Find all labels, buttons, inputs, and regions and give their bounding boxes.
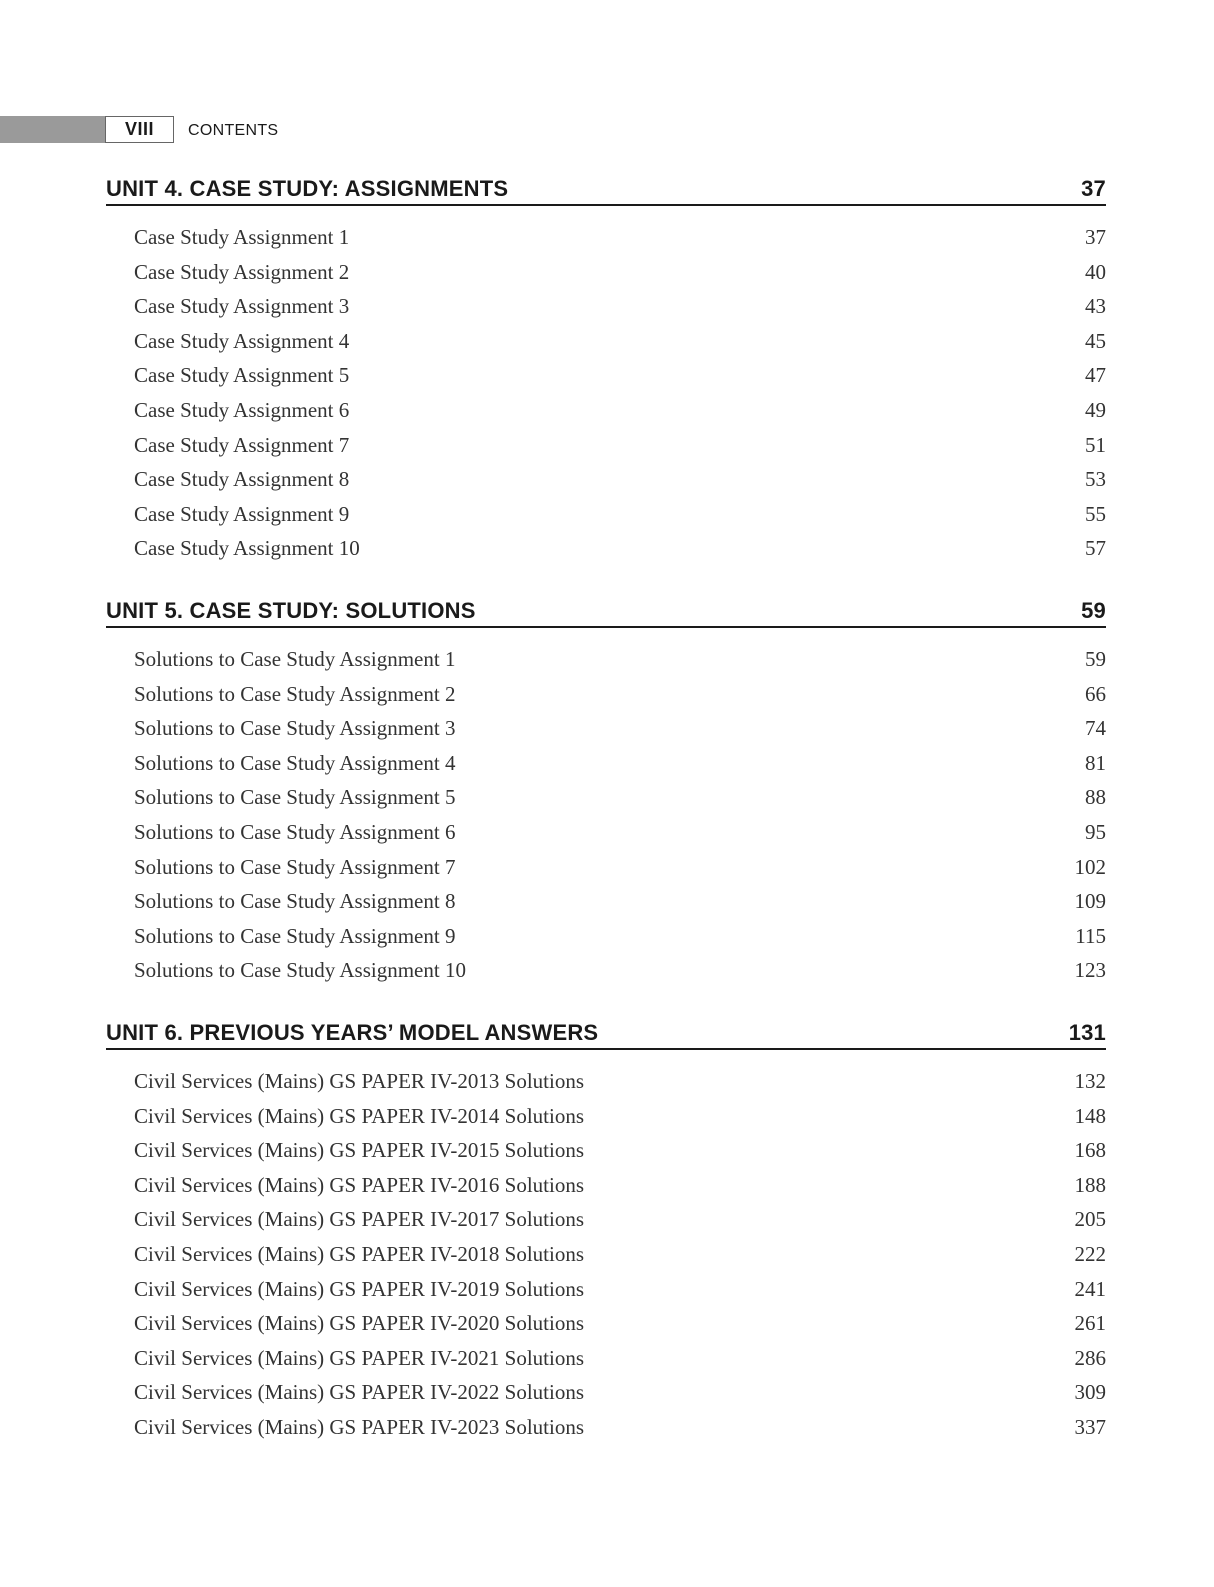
entry-list	[106, 642, 1106, 988]
unit-page: 37	[1081, 176, 1106, 201]
entry-page: 115	[1075, 923, 1106, 948]
entry-page: 168	[1074, 1138, 1106, 1163]
entry-label: Solutions to Case Study Assignment 6	[134, 819, 456, 844]
entry-page: 88	[1085, 785, 1106, 810]
entry-page: 45	[1085, 328, 1106, 353]
entry-list	[106, 1064, 1106, 1445]
unit-title: UNIT 6. PREVIOUS YEARS’ MODEL ANSWERS	[106, 1020, 599, 1045]
toc-entry	[106, 677, 1106, 712]
entry-page: 53	[1085, 467, 1106, 492]
toc-entry	[106, 428, 1106, 463]
entry-label: Case Study Assignment 2	[134, 259, 350, 284]
entry-label: Case Study Assignment 1	[134, 225, 350, 249]
entry-page: 241	[1074, 1276, 1106, 1301]
entry-label: Civil Services (Mains) GS PAPER IV-2013 Solutions	[134, 1069, 584, 1093]
entry-label: Civil Services (Mains) GS PAPER IV-2021 Solutions	[134, 1345, 584, 1370]
entry-label: Civil Services (Mains) GS PAPER IV-2017 Solutions	[134, 1207, 584, 1232]
header-bar	[0, 116, 105, 143]
entry-page: 205	[1074, 1207, 1106, 1232]
entry-page: 337	[1074, 1414, 1106, 1439]
entry-page: 109	[1074, 889, 1106, 914]
entry-label: Solutions to Case Study Assignment 4	[134, 750, 456, 775]
toc-entry	[106, 462, 1106, 497]
toc-entry	[106, 815, 1106, 850]
toc-entry	[106, 1410, 1106, 1445]
entry-label: Civil Services (Mains) GS PAPER IV-2015 Solutions	[134, 1138, 584, 1163]
entry-page: 309	[1074, 1380, 1106, 1405]
toc-entry	[106, 746, 1106, 781]
entry-label: Solutions to Case Study Assignment 2	[134, 681, 456, 706]
unit-page: 59	[1081, 598, 1106, 623]
entry-page: 47	[1085, 363, 1106, 388]
entry-page: 74	[1085, 716, 1106, 741]
page-number: VIII	[105, 116, 174, 143]
entry-label: Case Study Assignment 8	[134, 467, 350, 492]
toc-entry	[106, 1133, 1106, 1168]
toc-entry	[106, 1375, 1106, 1410]
toc-entry	[106, 324, 1106, 359]
entry-label: Case Study Assignment 6	[134, 397, 350, 422]
toc-entry	[106, 1306, 1106, 1341]
entry-page: 222	[1074, 1241, 1106, 1266]
entry-label: Civil Services (Mains) GS PAPER IV-2019 Solutions	[134, 1276, 584, 1301]
entry-label: Case Study Assignment 9	[134, 501, 350, 526]
entry-page: 66	[1085, 681, 1106, 706]
entry-page: 286	[1074, 1345, 1106, 1370]
entry-label: Civil Services (Mains) GS PAPER IV-2023 Solutions	[134, 1414, 584, 1439]
toc-entry	[106, 358, 1106, 393]
unit-title: UNIT 5. CASE STUDY: SOLUTIONS	[106, 598, 476, 623]
entry-label: Case Study Assignment 10	[134, 536, 360, 561]
entry-label: Solutions to Case Study Assignment 10	[134, 958, 466, 983]
entry-page: 49	[1085, 397, 1106, 422]
toc-entry	[106, 642, 1106, 677]
entry-label: Civil Services (Mains) GS PAPER IV-2022 Solutions	[134, 1380, 584, 1405]
entry-page: 40	[1085, 259, 1106, 284]
entry-page: 148	[1074, 1103, 1106, 1128]
entry-label: Solutions to Case Study Assignment 7	[134, 854, 456, 879]
entry-label: Civil Services (Mains) GS PAPER IV-2018 Solutions	[134, 1241, 584, 1266]
toc-entry	[106, 220, 1106, 255]
toc-entry	[106, 711, 1106, 746]
entry-page: 37	[1085, 225, 1106, 249]
toc-entry	[106, 1168, 1106, 1203]
toc-entry	[106, 1202, 1106, 1237]
entry-label: Civil Services (Mains) GS PAPER IV-2016 Solutions	[134, 1172, 584, 1197]
unit-section	[106, 172, 1106, 566]
entry-page: 102	[1074, 854, 1106, 879]
entry-page: 132	[1074, 1069, 1106, 1093]
unit-section	[106, 1016, 1106, 1445]
entry-page: 43	[1085, 294, 1106, 319]
entry-label: Civil Services (Mains) GS PAPER IV-2014 Solutions	[134, 1103, 584, 1128]
entry-label: Case Study Assignment 4	[134, 328, 350, 353]
entry-label: Solutions to Case Study Assignment 9	[134, 923, 456, 948]
toc-entry	[106, 1341, 1106, 1376]
unit-title: UNIT 4. CASE STUDY: ASSIGNMENTS	[106, 176, 509, 201]
toc-entry	[106, 953, 1106, 988]
toc-entry	[106, 393, 1106, 428]
entry-label: Case Study Assignment 7	[134, 432, 350, 457]
toc-entry	[106, 850, 1106, 885]
entry-label: Solutions to Case Study Assignment 1	[134, 647, 456, 671]
toc-entry	[106, 780, 1106, 815]
entry-page: 95	[1085, 819, 1106, 844]
unit-heading	[106, 1016, 1106, 1050]
entry-label: Case Study Assignment 5	[134, 363, 350, 388]
entry-label: Solutions to Case Study Assignment 8	[134, 889, 456, 914]
toc-entry	[106, 1064, 1106, 1099]
toc-entry	[106, 497, 1106, 532]
entry-page: 59	[1085, 647, 1106, 671]
toc-entry	[106, 255, 1106, 290]
toc-entry	[106, 1099, 1106, 1134]
toc-entry	[106, 1272, 1106, 1307]
entry-label: Solutions to Case Study Assignment 3	[134, 716, 456, 741]
entry-page: 51	[1085, 432, 1106, 457]
entry-label: Civil Services (Mains) GS PAPER IV-2020 Solutions	[134, 1311, 584, 1336]
entry-page: 188	[1074, 1172, 1106, 1197]
entry-page: 123	[1074, 958, 1106, 983]
toc-entry	[106, 1237, 1106, 1272]
entry-label: Case Study Assignment 3	[134, 294, 350, 319]
unit-section	[106, 594, 1106, 988]
unit-heading	[106, 172, 1106, 206]
entry-list	[106, 220, 1106, 566]
running-title: CONTENTS	[188, 122, 279, 139]
toc-entry	[106, 531, 1106, 566]
entry-page: 55	[1085, 501, 1106, 526]
unit-heading	[106, 594, 1106, 628]
entry-page: 57	[1085, 536, 1106, 561]
toc-entry	[106, 919, 1106, 954]
toc-entry	[106, 884, 1106, 919]
entry-page: 261	[1074, 1311, 1106, 1336]
entry-label: Solutions to Case Study Assignment 5	[134, 785, 456, 810]
unit-page: 131	[1068, 1020, 1106, 1045]
toc-entry	[106, 289, 1106, 324]
entry-page: 81	[1085, 750, 1106, 775]
